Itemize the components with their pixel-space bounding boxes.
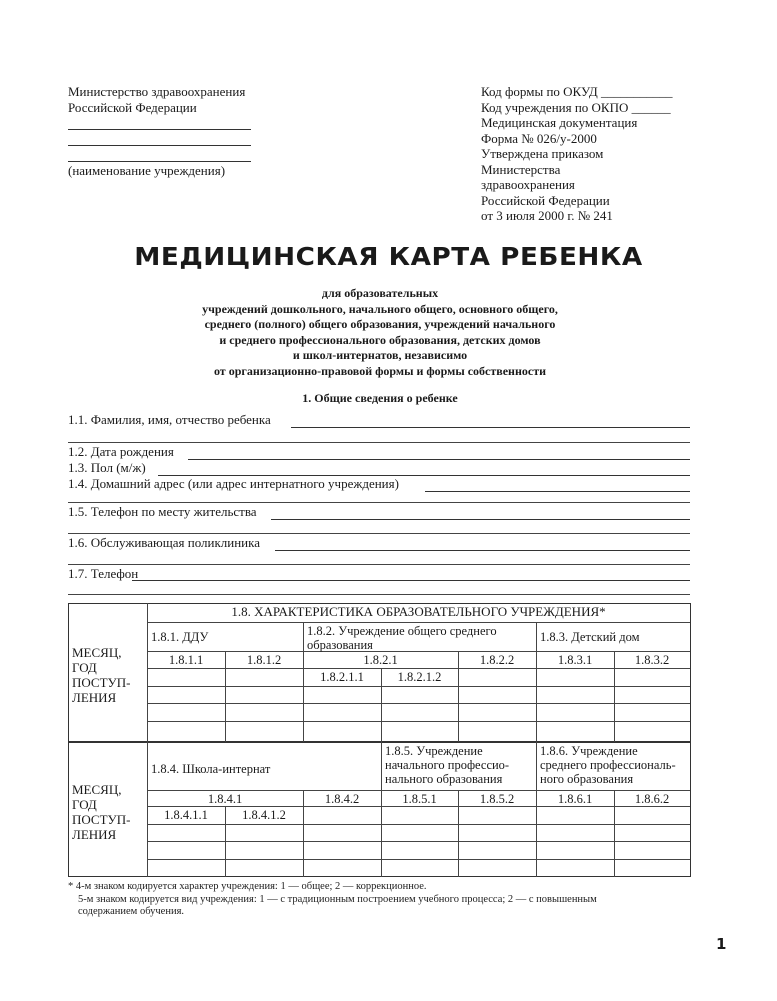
code-cell: 1.8.4.1.2 bbox=[242, 808, 286, 822]
code-cell: 1.8.4.1 bbox=[207, 792, 243, 806]
code-cell: 1.8.1.2 bbox=[246, 653, 282, 667]
grid-line bbox=[147, 686, 690, 687]
health-line: здравоохранения bbox=[481, 177, 575, 192]
birth-date-input[interactable] bbox=[188, 459, 690, 460]
footnote-line: содержанием обучения. bbox=[78, 906, 185, 917]
field-label-home-address: 1.4. Домашний адрес (или адрес интернатного учреждения) bbox=[68, 476, 399, 491]
field-label-birth-date: 1.2. Дата рождения bbox=[68, 444, 174, 459]
field-label-full-name: 1.1. Фамилия, имя, отчество ребенка bbox=[68, 412, 271, 427]
group-boarding-school: 1.8.4. Школа-интернат bbox=[151, 762, 271, 776]
field-label-sex: 1.3. Пол (м/ж) bbox=[68, 460, 146, 475]
row-header-line: ЛЕНИЯ bbox=[72, 690, 117, 705]
ministry-line1: Министерство здравоохранения bbox=[68, 84, 246, 99]
field-label-polyclinic: 1.6. Обслуживающая поликлиника bbox=[68, 535, 261, 550]
group-label-line: среднего профессиональ- bbox=[540, 758, 676, 772]
subtitle-line: среднего (полного) общего образования, учреждений начального bbox=[204, 317, 556, 331]
code-cell: 1.8.2.1 bbox=[363, 653, 398, 667]
row-header-line: ГОД bbox=[72, 797, 97, 812]
code-cell: 1.8.6.1 bbox=[557, 792, 593, 806]
grid-line bbox=[147, 806, 690, 807]
grid-line bbox=[147, 703, 690, 704]
grid-line bbox=[381, 742, 382, 877]
group-label-line: образования bbox=[307, 638, 373, 652]
subtitle-line: учреждений дошкольного, начального общего, основного общего, bbox=[202, 301, 558, 316]
header-left bbox=[68, 84, 245, 115]
institution-name-line-1[interactable] bbox=[68, 129, 251, 130]
home-address-input[interactable] bbox=[425, 491, 690, 492]
group-label-line: начального профессио- bbox=[385, 758, 510, 772]
subtitle-line: для образовательных bbox=[321, 286, 439, 300]
group-label-line: ного образования bbox=[540, 772, 634, 786]
grid-line bbox=[147, 841, 690, 842]
grid-line bbox=[147, 859, 690, 860]
subtitle-line: и школ-интернатов, независимо bbox=[292, 348, 468, 362]
polyclinic-input-line2[interactable] bbox=[68, 564, 690, 565]
footnote bbox=[68, 881, 597, 919]
phone-input[interactable] bbox=[132, 580, 690, 581]
group-orphanage: 1.8.3. Детский дом bbox=[540, 630, 640, 644]
institution-caption: (наименование учреждения) bbox=[68, 163, 226, 178]
grid-line bbox=[147, 622, 690, 623]
code-cell: 1.8.3.1 bbox=[557, 653, 593, 667]
row-header-line: ПОСТУП- bbox=[72, 675, 131, 690]
order-date-line: от 3 июля 2000 г. № 241 bbox=[481, 208, 613, 223]
footnote-line: 5-м знаком кодируется вид учреждения: 1 — с традиционным построением учебного процесса; 2 — с повышенным bbox=[78, 893, 597, 905]
code-cell: 1.8.4.1.1 bbox=[164, 808, 208, 822]
subtitle-line: и среднего профессионального образования, детских домов bbox=[219, 332, 541, 347]
table-title: 1.8. ХАРАКТЕРИСТИКА ОБРАЗОВАТЕЛЬНОГО УЧРЕЖДЕНИЯ* bbox=[231, 604, 606, 619]
group-label-line: нального образования bbox=[385, 772, 503, 786]
code-cell: 1.8.2.2 bbox=[479, 653, 515, 667]
page-title: МЕДИЦИНСКАЯ КАРТА РЕБЕНКА bbox=[134, 242, 643, 271]
full-name-input[interactable] bbox=[291, 427, 690, 428]
group-ddu: 1.8.1. ДДУ bbox=[151, 630, 209, 644]
row-header-line: МЕСЯЦ, bbox=[72, 782, 122, 797]
group-primary-vocational bbox=[385, 744, 509, 786]
full-name-input-line2[interactable] bbox=[68, 442, 690, 443]
code-cell: 1.8.5.1 bbox=[402, 792, 437, 806]
ministry-line: Министерства bbox=[481, 161, 561, 177]
okud-code-line: Код формы по ОКУД ___________ bbox=[481, 84, 673, 99]
okpo-code-line: Код учреждения по ОКПО ______ bbox=[481, 99, 671, 115]
subtitle-line: от организационно-правовой формы и формы собственности bbox=[213, 363, 547, 378]
group-general-school bbox=[307, 624, 497, 652]
code-cell: 1.8.4.2 bbox=[324, 792, 360, 806]
home-phone-input[interactable] bbox=[271, 519, 690, 520]
row-header-label bbox=[72, 782, 146, 842]
doc-type-line: Медицинская документация bbox=[481, 115, 638, 130]
row-header-line: ЛЕНИЯ bbox=[72, 827, 117, 842]
row-header-line: МЕСЯЦ, bbox=[72, 645, 122, 660]
code-cell: 1.8.5.2 bbox=[479, 792, 515, 806]
group-label-line: 1.8.5. Учреждение bbox=[385, 744, 483, 758]
row-header-line: ПОСТУП- bbox=[72, 812, 131, 827]
code-cell: 1.8.2.1.1 bbox=[320, 670, 364, 684]
approved-line: Утверждена приказом bbox=[481, 146, 604, 161]
phone-input-line2[interactable] bbox=[68, 594, 690, 595]
code-cell: 1.8.3.2 bbox=[634, 653, 670, 667]
grid-line bbox=[147, 721, 690, 722]
group-secondary-vocational bbox=[540, 744, 676, 786]
ministry-line2: Российской Федерации bbox=[68, 99, 197, 115]
grid-line bbox=[147, 824, 690, 825]
field-label-phone: 1.7. Телефон bbox=[68, 566, 139, 581]
form-number-line: Форма № 026/у-2000 bbox=[481, 130, 597, 146]
row-header-line: ГОД bbox=[72, 660, 97, 675]
grid-line bbox=[147, 790, 690, 791]
code-cell: 1.8.6.2 bbox=[634, 792, 670, 806]
header-right bbox=[481, 84, 672, 224]
code-cell: 1.8.2.1.2 bbox=[397, 670, 442, 684]
page-number: 1 bbox=[716, 935, 727, 953]
grid-line bbox=[536, 622, 537, 742]
subtitle bbox=[0, 286, 760, 379]
grid-line bbox=[536, 742, 537, 877]
institution-name-line-3[interactable] bbox=[68, 161, 251, 162]
code-cell: 1.8.1.1 bbox=[168, 653, 204, 667]
field-label-home-phone: 1.5. Телефон по месту жительства bbox=[68, 504, 257, 519]
home-address-input-line2[interactable] bbox=[68, 502, 690, 503]
home-phone-input-line2[interactable] bbox=[68, 533, 690, 534]
group-label-line: 1.8.2. Учреждение общего среднего bbox=[307, 624, 497, 638]
footnote-line: * 4-м знаком кодируется характер учреждения: 1 — общее; 2 — коррекционное. bbox=[68, 881, 427, 892]
grid-line bbox=[147, 668, 690, 669]
federation-line: Российской Федерации bbox=[481, 192, 610, 208]
section-heading: 1. Общие сведения о ребенке bbox=[302, 391, 458, 405]
row-header-label bbox=[72, 645, 146, 705]
group-label-line: 1.8.6. Учреждение bbox=[540, 744, 638, 758]
polyclinic-input[interactable] bbox=[275, 550, 690, 551]
institution-name-line-2[interactable] bbox=[68, 145, 251, 146]
